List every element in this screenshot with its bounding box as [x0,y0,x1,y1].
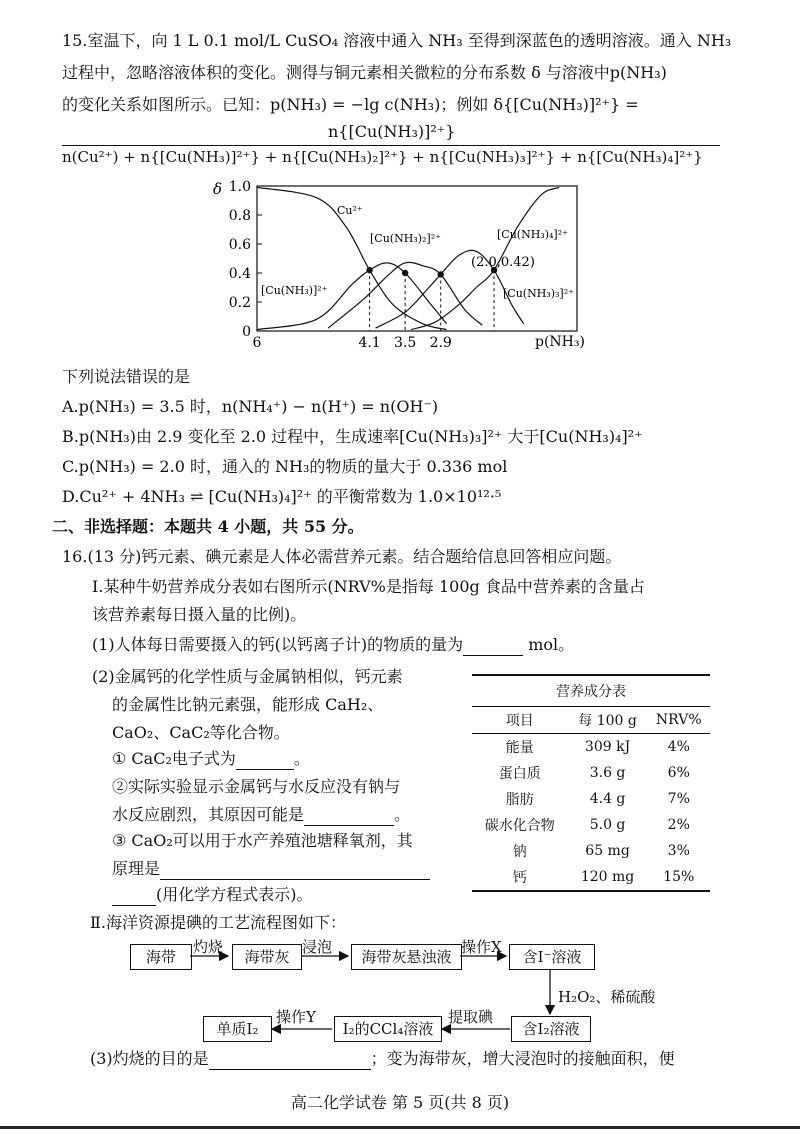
label-cu-nh3-2: [Cu(NH₃)₂]²⁺ [370,232,441,245]
q16-sub2-line3: CaO₂、CaC₂等化合物。 [112,723,290,742]
table-cell: 120 mg [568,864,648,891]
flow-box-ash: 海带灰 [232,944,302,970]
y-tick-label: 1.0 [228,180,251,195]
q16-sub2-item2a: ②实际实验显示金属钙与水反应没有钠与 [112,777,401,796]
flow-label-op-y: 操作Y [276,1008,316,1026]
q15-question: 下列说法错误的是 [62,367,191,386]
answer-blank-1[interactable] [463,639,523,656]
flow-label-extract: 提取碘 [448,1008,494,1026]
distribution-chart [205,180,605,350]
q16-sub2-item1 [112,748,310,770]
flow-label-burn: 灼烧 [193,938,224,956]
table-row [472,812,710,838]
label-cu-nh3-1: [Cu(NH₃)]²⁺ [261,284,328,297]
nutrition-header: 每 100 g [568,707,648,734]
q15-option-d[interactable]: D.Cu²⁺ + 4NH₃ ⇌ [Cu(NH₃)₄]²⁺ 的平衡常数为 1.0×10¹²·⁵ [62,487,502,506]
q15-option-a[interactable]: A.p(NH₃) = 3.5 时，n(NH₄⁺) − n(H⁺) = n(OH⁻) [62,397,439,416]
table-row [472,786,710,812]
q16-sub2-item3a: ③ CaO₂可以用于水产养殖池塘释氧剂，其 [112,831,413,850]
item3-end: (用化学方程式表示)。 [156,885,313,904]
y-axis-label: δ [213,180,223,198]
fraction-denominator: n(Cu²⁺) + n{[Cu(NH₃)]²⁺} + n{[Cu(NH₃)₂]²⁺} + n{[Cu(NH₃)₃]²⁺} + n{[Cu(NH₃)₄]²⁺} [62,148,703,166]
table-row [472,734,710,761]
fraction-numerator: n{[Cu(NH₃)]²⁺} [328,122,456,141]
label-cu2: Cu²⁺ [337,204,363,217]
label-cu-nh3-4: [Cu(NH₃)₄]²⁺ [497,228,568,241]
q15-intro-line3: 的变化关系如图所示。已知：p(NH₃) = −lg c(NH₃)；例如 δ{[Cu(NH₃)]²⁺} = [62,95,639,114]
flow-box-iodine: 单质I₂ [203,1016,272,1042]
item2-end: 。 [394,805,411,824]
flow-label-reagents: H₂O₂、稀硫酸 [558,988,656,1006]
q15-intro-line1: 15.室温下，向 1 L 0.1 mol/L CuSO₄ 溶液中通入 NH₃ 至得到深蓝色的透明溶液。通入 NH₃ [62,31,732,50]
table-cell: 5.0 g [589,817,626,833]
label-cu-nh3-3: [Cu(NH₃)₃]²⁺ [503,287,574,300]
table-cell: 脂肪 [505,792,534,808]
q16-sub2-item3c [112,884,313,906]
q16-sub2-item2b [112,804,410,826]
x-tick-label: 6 [252,335,262,350]
table-row [472,838,710,864]
table-cell: 3.6 g [589,765,626,781]
q16-sub3-text: (3)灼烧的目的是 [90,1049,209,1068]
item1-end: 。 [293,749,310,768]
table-cell: 能量 [505,740,534,756]
data-point [402,270,408,276]
table-cell: 蛋白质 [498,766,541,782]
item1-text: ① CaC₂电子式为 [112,749,236,768]
nutrition-caption: 营养成分表 [472,675,710,707]
point-annotation: (2.0,0.42) [471,255,535,270]
table-cell: 309 kJ [584,739,631,755]
q16-sub2-line1: (2)金属钙的化学性质与金属钠相似，钙元素 [92,667,403,686]
q16-part1-line2: 该营养素每日摄入量的比例)。 [92,605,307,624]
q16-sub3-end: ；变为海带灰，增大浸泡时的接触面积，便 [370,1049,675,1068]
q16-part1-line1: Ⅰ.某种牛奶营养成分表如右图所示(NRV%是指每 100g 食品中营养素的含量占 [92,577,645,596]
q15-intro-line2: 过程中，忽略溶液体积的变化。测得与铜元素相关微粒的分布系数 δ 与溶液中p(NH₃) [62,63,667,82]
flow-box-suspension: 海带灰悬浊液 [351,944,462,970]
table-cell: 2% [667,817,690,833]
table-cell: 碳水化合物 [484,818,555,834]
x-axis-label: p(NH₃) [535,334,585,350]
flow-label-op-x: 操作X [461,938,502,956]
answer-blank-5[interactable] [112,889,156,906]
q15-option-b[interactable]: B.p(NH₃)由 2.9 变化至 2.0 过程中，生成速率[Cu(NH₃)₃]²⁺ 大于[Cu(NH₃)₄]²⁺ [62,427,643,446]
table-row [472,760,710,786]
table-cell: 钠 [512,844,527,860]
x-tick-label: 4.1 [358,335,381,350]
q16-sub1-unit: mol。 [528,635,575,654]
x-tick-label: 2.9 [429,335,452,350]
x-tick-label: 3.5 [394,335,417,350]
table-row [472,864,710,891]
nutrition-header: 项目 [472,707,568,734]
table-cell: 4.4 g [589,791,626,807]
y-tick-label: 0.8 [228,208,251,224]
table-cell: 4% [667,739,690,755]
q16-sub3 [90,1048,675,1070]
flow-box-kelp: 海带 [130,944,192,970]
q16-sub2-item3b [112,858,430,880]
section2-title: 二、非选择题：本题共 4 小题，共 55 分。 [52,517,364,536]
table-cell: 6% [667,765,690,781]
y-tick-label: 0 [242,324,251,340]
data-point [366,267,372,273]
y-tick-label: 0.2 [228,295,251,311]
flow-box-ccl4: I₂的CCl₄溶液 [334,1016,442,1042]
table-cell: 15% [648,864,710,891]
bottom-rule [0,1126,800,1129]
q16-sub1-text: (1)人体每日需要摄入的钙(以钙离子计)的物质的量为 [92,635,464,654]
flow-label-soak: 浸泡 [302,938,333,956]
q15-option-c[interactable]: C.p(NH₃) = 2.0 时，通入的 NH₃的物质的量大于 0.336 mol [62,457,508,476]
data-point [438,271,444,277]
flow-box-iodide: 含I⁻溶液 [509,944,595,970]
y-tick-label: 0.4 [228,266,251,282]
answer-blank-6[interactable] [209,1053,371,1070]
answer-blank-4[interactable] [160,863,430,880]
page-footer: 高二化学试卷 第 5 页(共 8 页) [290,1093,510,1112]
nutrition-header: NRV% [648,707,710,734]
fraction-bar [62,145,720,146]
table-cell: 3% [667,843,690,859]
table-cell: 钙 [472,864,568,891]
nutrition-table [472,674,710,892]
q16-sub2-line2: 的金属性比钠元素强，能形成 CaH₂、 [112,695,384,714]
table-cell: 65 mg [585,843,630,859]
y-tick-label: 0.6 [228,237,251,253]
table-cell: 7% [667,791,690,807]
answer-blank-3[interactable] [304,809,394,826]
answer-blank-2[interactable] [236,753,294,770]
q16-part2-title: Ⅱ.海洋资源提碘的工艺流程图如下： [90,913,346,932]
item2-text: 水反应剧烈，其原因可能是 [112,805,305,824]
q16-sub1 [92,634,574,656]
flow-box-iodine-solution: 含I₂溶液 [511,1016,591,1042]
item3-text: 原理是 [112,859,161,878]
q16-title: 16.(13 分)钙元素、碘元素是人体必需营养元素。结合题给信息回答相应问题。 [62,547,622,566]
